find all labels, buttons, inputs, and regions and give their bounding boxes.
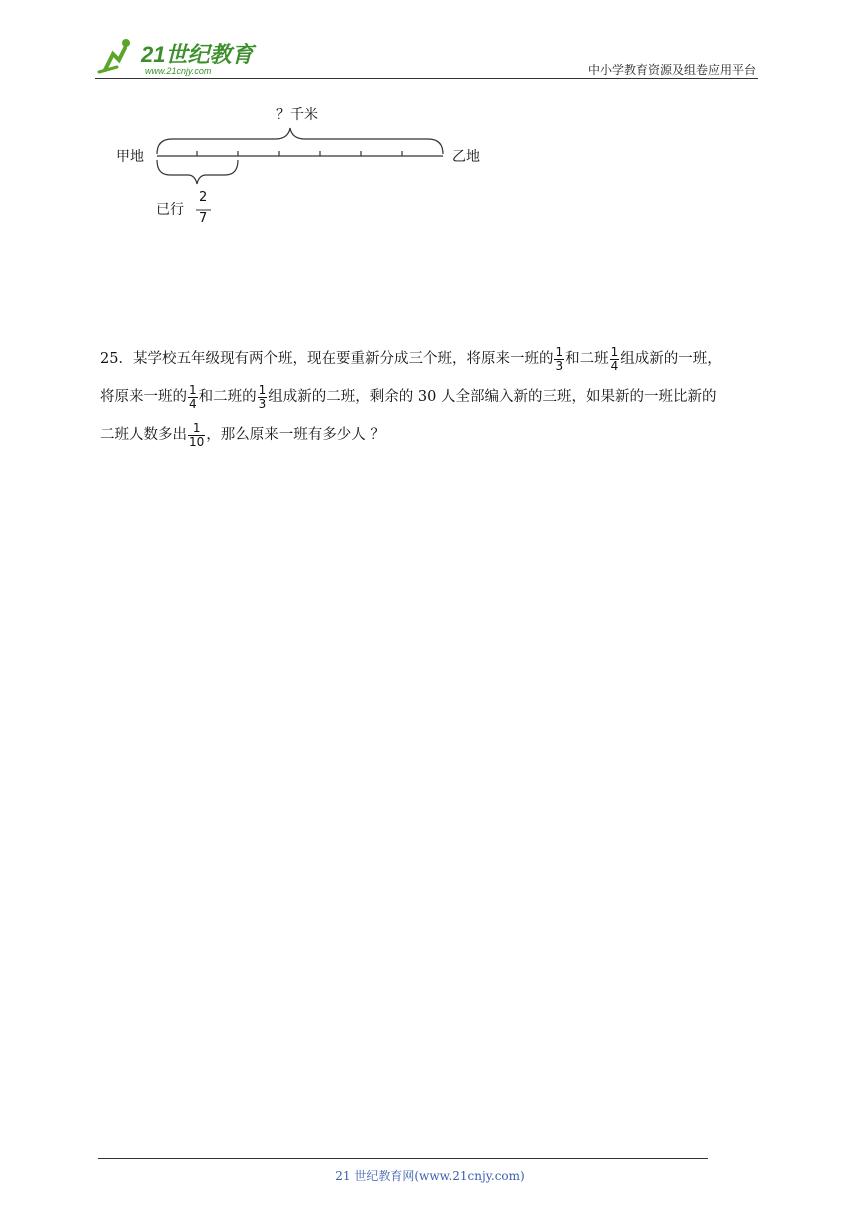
logo-text: 21世纪教育 [141, 42, 254, 67]
logo-url: www.21cnjy.com [145, 66, 212, 76]
text-segment: 某学校五年级现有两个班，现在要重新分成三个班，将原来一班的 [132, 351, 554, 367]
fraction: $\frac{1}{4}$ [610, 344, 619, 373]
top-brace [157, 128, 443, 154]
bottom-brace [157, 160, 238, 184]
question-line-3 [100, 416, 765, 454]
fraction: $\frac{1}{10}$ [189, 420, 205, 449]
end-point-label: 乙地 [452, 149, 480, 165]
distance-diagram [110, 96, 510, 236]
segment-ticks [197, 151, 402, 156]
total-distance-label: ？千米 [276, 107, 318, 123]
fraction: $\frac{1}{3}$ [258, 382, 267, 411]
traveled-fraction-den: 7 [199, 211, 208, 226]
question-25 [100, 340, 765, 454]
text-segment: 和二班的 [198, 389, 257, 405]
site-logo [95, 34, 265, 78]
text-segment: 将原来一班的 [100, 389, 187, 405]
header-divider [95, 78, 758, 79]
footer-divider [98, 1158, 708, 1159]
text-segment: 组成新的二班，剩余的 30 人全部编入新的三班，如果新的一班比新的 [268, 389, 717, 405]
question-line-1 [100, 340, 765, 378]
fraction: $\frac{1}{3}$ [555, 344, 564, 373]
footer-link[interactable]: 21 世纪教育网(www.21cnjy.com) [335, 1169, 525, 1183]
text-segment: 二班人数多出 [100, 427, 187, 443]
text-segment: 组成新的一班， [620, 351, 722, 367]
fraction: $\frac{1}{4}$ [189, 382, 197, 411]
text-segment: ，那么原来一班有多少人 ？ [206, 427, 385, 443]
traveled-fraction-num: 2 [199, 190, 208, 205]
question-line-2 [100, 378, 765, 416]
start-point-label: 甲地 [116, 149, 144, 165]
header-tagline: 中小学教育资源及组卷应用平台 [587, 63, 756, 77]
text-segment: 和二班 [565, 351, 609, 367]
traveled-label: 已行 [156, 202, 184, 218]
question-number: 25． [100, 351, 133, 367]
